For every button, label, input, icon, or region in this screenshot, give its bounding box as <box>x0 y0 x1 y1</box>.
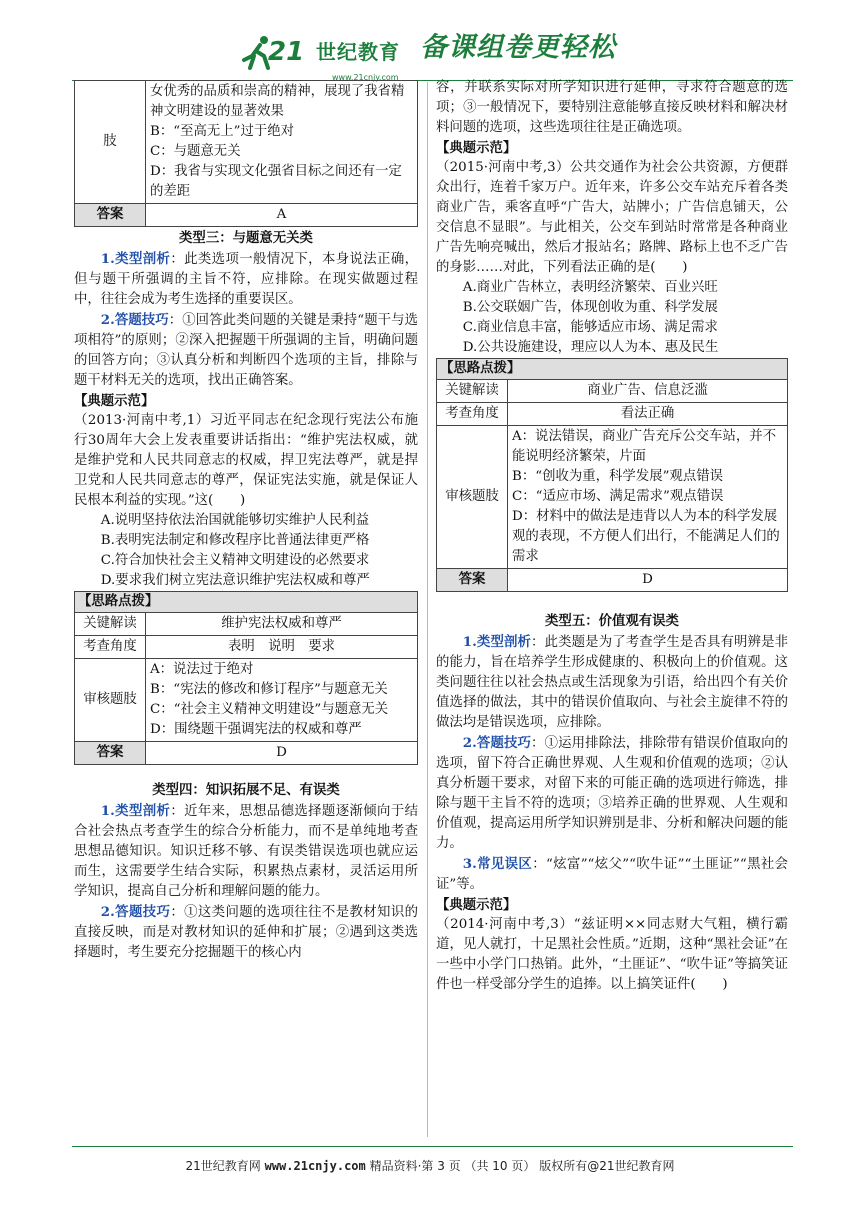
cell-line: D：材料中的做法是违背以人为本的科学发展观的表现，不方便人们出行，不能满足人们的需求 <box>512 509 780 564</box>
para-label: 3.常见误区 <box>462 856 533 872</box>
footer-page-info: 精品资料·第 3 页 （共 10 页） 版权所有@21世纪教育网 <box>369 1159 675 1173</box>
example-heading: 【典题示范】 <box>74 393 155 409</box>
table-cell: 商业广告、信息泛滥 <box>508 380 788 403</box>
section-title-type4: 类型四：知识拓展不足、有误类 <box>152 783 340 798</box>
footer-site: 21世纪教育网 <box>185 1159 261 1173</box>
hint-heading: 【思路点拨】 <box>74 591 418 612</box>
cell-line: B：“至高无上”过于绝对 <box>150 124 295 139</box>
para-label: 2.答题技巧 <box>100 312 169 328</box>
paragraph <box>436 854 788 895</box>
option: A.商业广告林立，表明经济繁荣、百业兴旺 <box>462 280 718 295</box>
footer-url: www.21cnjy.com <box>264 1159 366 1173</box>
page-header <box>0 0 860 82</box>
cell-line: C：“社会主义精神文明建设”与题意无关 <box>150 702 389 717</box>
header-slogan: 备课组卷更轻松 <box>420 32 616 63</box>
paragraph <box>436 733 788 854</box>
hint-table-type3 <box>74 612 418 765</box>
option: A.说明坚持依法治国就能够切实维护人民利益 <box>100 513 370 528</box>
example-heading: 【典题示范】 <box>436 897 517 913</box>
paragraph <box>74 310 418 391</box>
option: D.要求我们树立宪法意识维护宪法权威和尊严 <box>100 573 370 588</box>
hint-table-type4 <box>436 379 788 592</box>
para-label: 2.答题技巧 <box>100 904 171 920</box>
page-footer <box>0 1156 860 1176</box>
para-text: ：此类选项一般情况下，本身说法正确，但与题干所强调的主旨不符，应排除。在现实做题过程中，往往会成为考生选择的重要误区。 <box>74 252 419 307</box>
table-cell <box>146 81 418 204</box>
example-text: （2015·河南中考,3）公共交通作为社会公共资源，方便群众出行，连着千家万户。近年来，许多公交车站充斥着各类商业广告，乘客直呼“广告大，站牌小；广告信息铺天，公交信息不显眼”。与此相关，公交车到站时常常是各种商业广告先响亮喊出，然后才报站名；路牌、路标上也不乏广告的身影……对此，下列看法正确的是( ) <box>436 160 788 275</box>
para-text: ：①这类问题的选项往往不是教材知识的直接反映，而是对教材知识的延伸和扩展；②遇到这类选择题时，考生要充分挖掘题干的核心内 <box>74 905 419 960</box>
right-column <box>436 78 788 995</box>
cell-line: D：我省与实现文化强省目标之间还有一定的差距 <box>150 164 402 199</box>
cell-line: D：围绕题干强调宪法的权威和尊严 <box>150 722 362 737</box>
answer-label: 答案 <box>75 204 146 227</box>
section-title-type3: 类型三：与题意无关类 <box>179 231 313 246</box>
option: C.商业信息丰富，能够适应市场、满足需求 <box>462 320 718 335</box>
table-label: 考查角度 <box>75 636 146 659</box>
table-label: 关键解读 <box>437 380 508 403</box>
option: B.表明宪法制定和修改程序比普通法律更严格 <box>100 533 370 548</box>
example-text: （2014·河南中考,3）“兹证明××同志财大气粗，横行霸道，见人就打，十足黑社会性质。”近期，这种“黑社会证”在一些中小学门口热销。此外，“土匪证”、“吹牛证”等搞笑证件也一样受部分学生的追捧。以上搞笑证件( ) <box>436 917 788 992</box>
table-cell: 看法正确 <box>508 403 788 426</box>
cell-line: C：“适应市场、满足需求”观点错误 <box>512 489 724 504</box>
para-label: 1.类型剖析 <box>462 634 532 650</box>
para-label: 1.类型剖析 <box>100 803 171 819</box>
option: C.符合加快社会主义精神文明建设的必然要求 <box>100 553 370 568</box>
table-label: 审核题肢 <box>75 659 146 742</box>
table-label: 考查角度 <box>437 403 508 426</box>
answer-label: 答案 <box>437 569 508 592</box>
table-cell <box>508 426 788 569</box>
table-cell: 表明 说明 要求 <box>146 636 418 659</box>
example-heading: 【典题示范】 <box>436 140 517 156</box>
column-divider <box>427 82 428 1137</box>
para-text: ：①运用排除法，排除带有错误价值取向的选项，留下符合正确世界观、人生观和价值观的选项；②认真分析题干要求，对留下来的可能正确的选项进行筛选，排除与题干主旨不符的选项；③培养正确的世界观、人生观和价值观，提高运用所学知识辨别是非、分析和解决问题的能力。 <box>436 736 788 851</box>
paragraph <box>74 249 418 310</box>
table-label: 审核题肢 <box>437 426 508 569</box>
table-cell <box>146 659 418 742</box>
table-label: 肢 <box>75 81 146 204</box>
paragraph-continued: 容，并联系实际对所学知识进行延伸，寻求符合题意的选项；③一般情况下，要特别注意能够直接反映材料和解决材料问题的选项，这些选项往往是正确选项。 <box>436 80 788 135</box>
paragraph <box>74 801 418 902</box>
para-text: ：近年来，思想品德选择题逐渐倾向于结合社会热点考查学生的综合分析能力，而不是单纯地考查思想品德知识。知识迁移不够、有误类错误选项也就应运而生，这需要学生结合实际，积累热点素材，灵活运用所学知识，提高自己分析和理解问题的能力。 <box>74 804 419 899</box>
answer-label: 答案 <box>75 742 146 765</box>
logo-text: 世纪教育 <box>316 40 400 64</box>
cell-line: B：“创收为重，科学发展”观点错误 <box>512 469 723 484</box>
option: B.公交联姻广告，体现创收为重、科学发展 <box>462 300 718 315</box>
logo-url: www.21cnjy.com <box>332 73 399 82</box>
table-cell: 维护宪法权威和尊严 <box>146 613 418 636</box>
para-label: 1.类型剖析 <box>100 251 171 267</box>
cell-line: B：“宪法的修改和修订程序”与题意无关 <box>150 682 388 697</box>
left-column <box>74 80 418 963</box>
section-title-type5: 类型五：价值观有误类 <box>545 614 679 629</box>
table-type2-tail <box>74 80 418 227</box>
logo-number: 21 <box>268 37 305 67</box>
answer-value: D <box>508 569 788 592</box>
para-text: ：①回答此类问题的关键是秉持“题干与选项相符”的原则；②深入把握题干所强调的主旨，明确问题的回答方向；③认真分析和判断四个选项的主旨，排除与题干材料无关的选项，找出正确答案。 <box>74 313 418 388</box>
cell-line: C：与题意无关 <box>150 144 241 159</box>
para-text: ：此类题是为了考查学生是否具有明辨是非的能力，旨在培养学生形成健康的、积极向上的价值观。这类问题往往以社会热点或生活现象为引语，给出四个有关价值选择的做法，其中的错误价值取向、与社会主旋律不符的做法均是错误选项，应排除。 <box>436 635 788 730</box>
paragraph <box>436 632 788 733</box>
footer-rule <box>72 1146 793 1147</box>
cell-line: A：说法过于绝对 <box>150 662 254 677</box>
paragraph <box>74 902 418 963</box>
table-label: 关键解读 <box>75 613 146 636</box>
answer-value: D <box>146 742 418 765</box>
para-label: 2.答题技巧 <box>462 735 532 751</box>
cell-line: 女优秀的品质和崇高的精神，展现了我省精神文明建设的显著效果 <box>150 84 405 119</box>
answer-value: A <box>146 204 418 227</box>
example-text: （2013·河南中考,1）习近平同志在纪念现行宪法公布施行30周年大会上发表重要讲话指出：“维护宪法权威，就是维护党和人民共同意志的权威，捍卫宪法尊严，就是捍卫党和人民共同意志的尊严，保证宪法实施，就是保证人民根本利益的实现。”这( ) <box>74 413 418 508</box>
brand-logo <box>268 36 418 82</box>
para-text: ：“炫富”“炫父”“吹牛证”“土匪证”“黑社会证”等。 <box>436 857 788 892</box>
cell-line: A：说法错误，商业广告充斥公交车站，并不能说明经济繁荣，片面 <box>512 429 777 464</box>
hint-heading: 【思路点拨】 <box>436 358 788 379</box>
option: D.公共设施建设，理应以人为本、惠及民生 <box>462 340 719 355</box>
